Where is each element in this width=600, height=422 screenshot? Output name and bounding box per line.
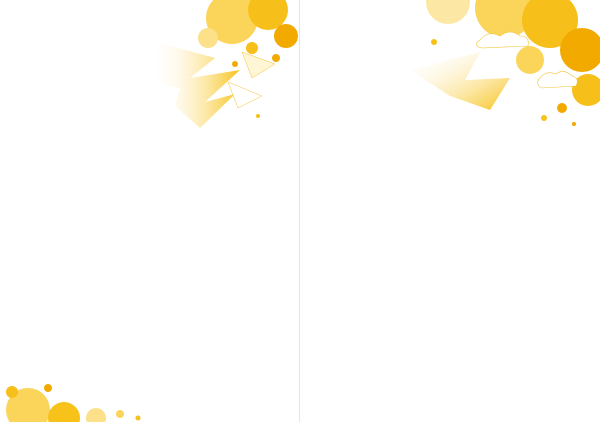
right-figures [300, 0, 600, 422]
right-page [300, 0, 600, 422]
